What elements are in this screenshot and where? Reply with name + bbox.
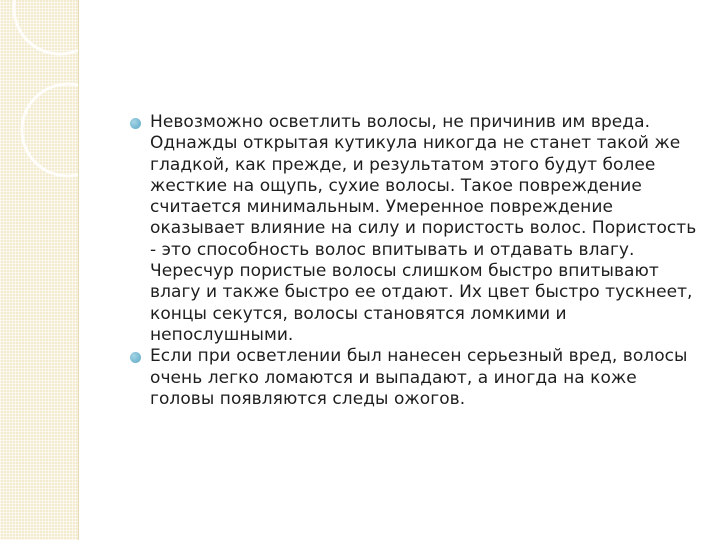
band-divider [78,0,79,540]
bullet-text-1: Невозможно осветлить волосы, не причинив им вреда. Однажды открытая кутикула никогда не станет такой же гладкой, как прежде, и результатом этого будут более жесткие на ощупь, сухие волосы. Такое повреждение считается минимальным. Умеренное повреждение оказывает влияние на силу и пористость волос. Пористость - это способность волос впитывать и отдавать влагу. Чересчур пористые волосы слишком быстро впитывают влагу и также быстро ее отдают. Их цвет быстро тускнеет, концы секутся, волосы становятся ломкими и непослушными. [150,112,697,345]
bullet-item-2 [130,346,698,410]
bullet-text-2: Если при осветлении был нанесен серьезный вред, волосы очень легко ломаются и выпадают, а иногда на коже головы появляются следы ожогов. [150,346,688,409]
decorative-circle-top [14,0,78,54]
slide-content [130,112,698,410]
decorative-circles [0,0,78,540]
decorative-circle-middle [22,84,78,176]
bullet-dot-icon [130,352,141,363]
bullet-dot-icon [130,118,141,129]
bullet-item-1 [130,112,698,346]
bullet-list [130,112,698,410]
decorative-side-band [0,0,78,540]
